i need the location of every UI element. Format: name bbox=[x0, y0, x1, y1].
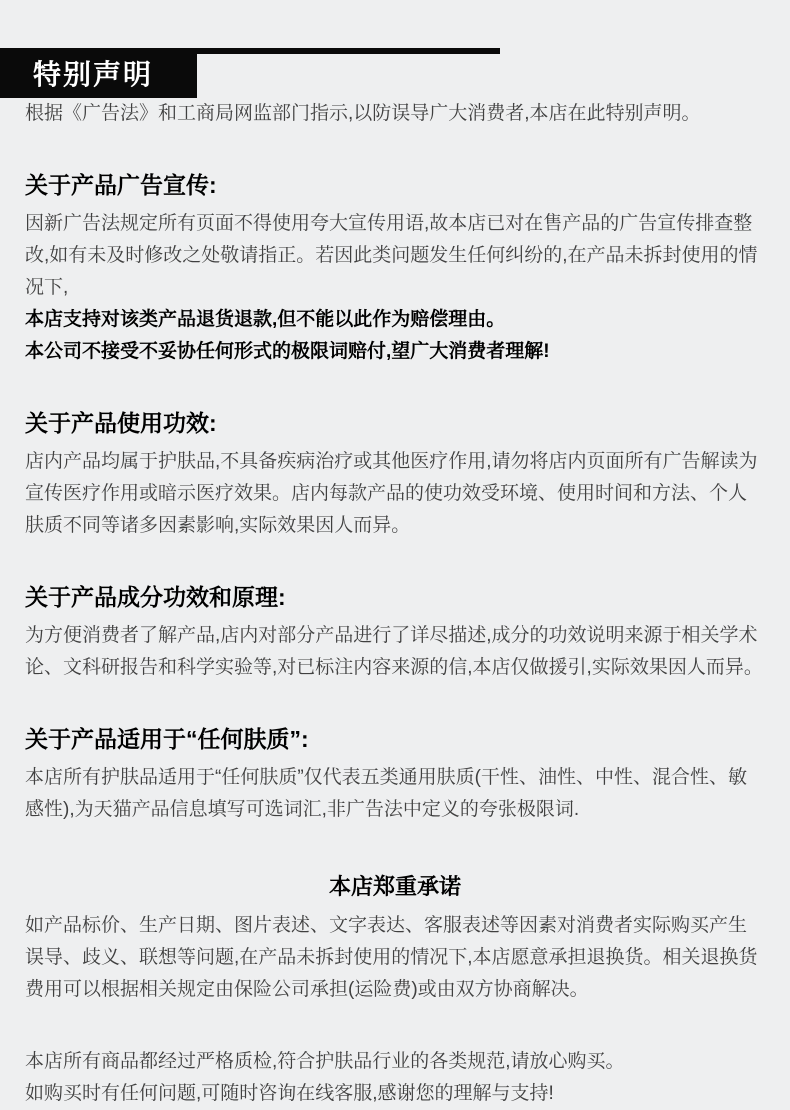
footer-line-support: 如购买时有任何问题,可随时咨询在线客服,感谢您的理解与支持! bbox=[25, 1083, 554, 1104]
section-paragraph-emphasis: 本店支持对该类产品退货退款,但不能以此作为赔偿理由。 bbox=[25, 309, 506, 330]
section-heading-ingredient-principle: 关于产品成分功效和原理: bbox=[25, 584, 286, 610]
section-heading-usage-effect: 关于产品使用功效: bbox=[25, 410, 217, 436]
section-paragraph: 为方便消费者了解产品,店内对部分产品进行了详尽描述,成分的功效说明来源于相关学术论、文科研报告和科学实验等,对已标注内容来源的信,本店仅做援引,实际效果因人而异。 bbox=[25, 625, 763, 678]
section-ingredient-principle bbox=[25, 582, 765, 684]
intro-text: 根据《广告法》和工商局网监部门指示,以防误导广大消费者,本店在此特别声明。 bbox=[25, 103, 701, 124]
page-title: 特别声明 bbox=[33, 59, 154, 90]
section-paragraph: 因新广告法规定所有页面不得使用夸大宣传用语,故本店已对在售产品的广告宣传排查整改,如有未及时修改之处敬请指正。若因此类问题发生任何纠纷的,在产品未拆封使用的情况下, bbox=[25, 213, 758, 298]
section-paragraph: 本店所有护肤品适用于“任何肤质”仅代表五类通用肤质(干性、油性、中性、混合性、敏感性),为天猫产品信息填写可选词汇,非广告法中定义的夸张极限词. bbox=[25, 767, 747, 820]
section-heading-skin-type: 关于产品适用于“任何肤质”: bbox=[25, 726, 309, 752]
section-ad-promotion bbox=[25, 170, 765, 368]
section-heading-ad-promotion: 关于产品广告宣传: bbox=[25, 172, 217, 198]
footer-line-quality: 本店所有商品都经过严格质检,符合护肤品行业的各类规范,请放心购买。 bbox=[25, 1051, 625, 1072]
section-usage-effect bbox=[25, 408, 765, 542]
title-badge bbox=[0, 48, 197, 98]
section-paragraph: 店内产品均属于护肤品,不具备疾病治疗或其他医疗作用,请勿将店内页面所有广告解读为宣传医疗作用或暗示医疗效果。店内每款产品的使功效受环境、使用时间和方法、个人肤质不同等诸多因素影响,实际效果因人而异。 bbox=[25, 451, 758, 536]
statement-content bbox=[0, 98, 790, 1110]
footer-notes bbox=[25, 1046, 765, 1110]
section-paragraph-emphasis: 本公司不接受不妥协任何形式的极限词赔付,望广大消费者理解! bbox=[25, 341, 550, 362]
promise-paragraph: 如产品标价、生产日期、图片表述、文字表达、客服表述等因素对消费者实际购买产生误导、歧义、联想等问题,在产品未拆封使用的情况下,本店愿意承担退换货。相关退换货费用可以根据相关规定由保险公司承担(运险费)或由双方协商解决。 bbox=[25, 915, 758, 1000]
section-store-promise bbox=[25, 872, 765, 1006]
top-accent-bar bbox=[0, 48, 500, 54]
promise-heading: 本店郑重承诺 bbox=[328, 874, 461, 899]
section-skin-type bbox=[25, 724, 765, 826]
